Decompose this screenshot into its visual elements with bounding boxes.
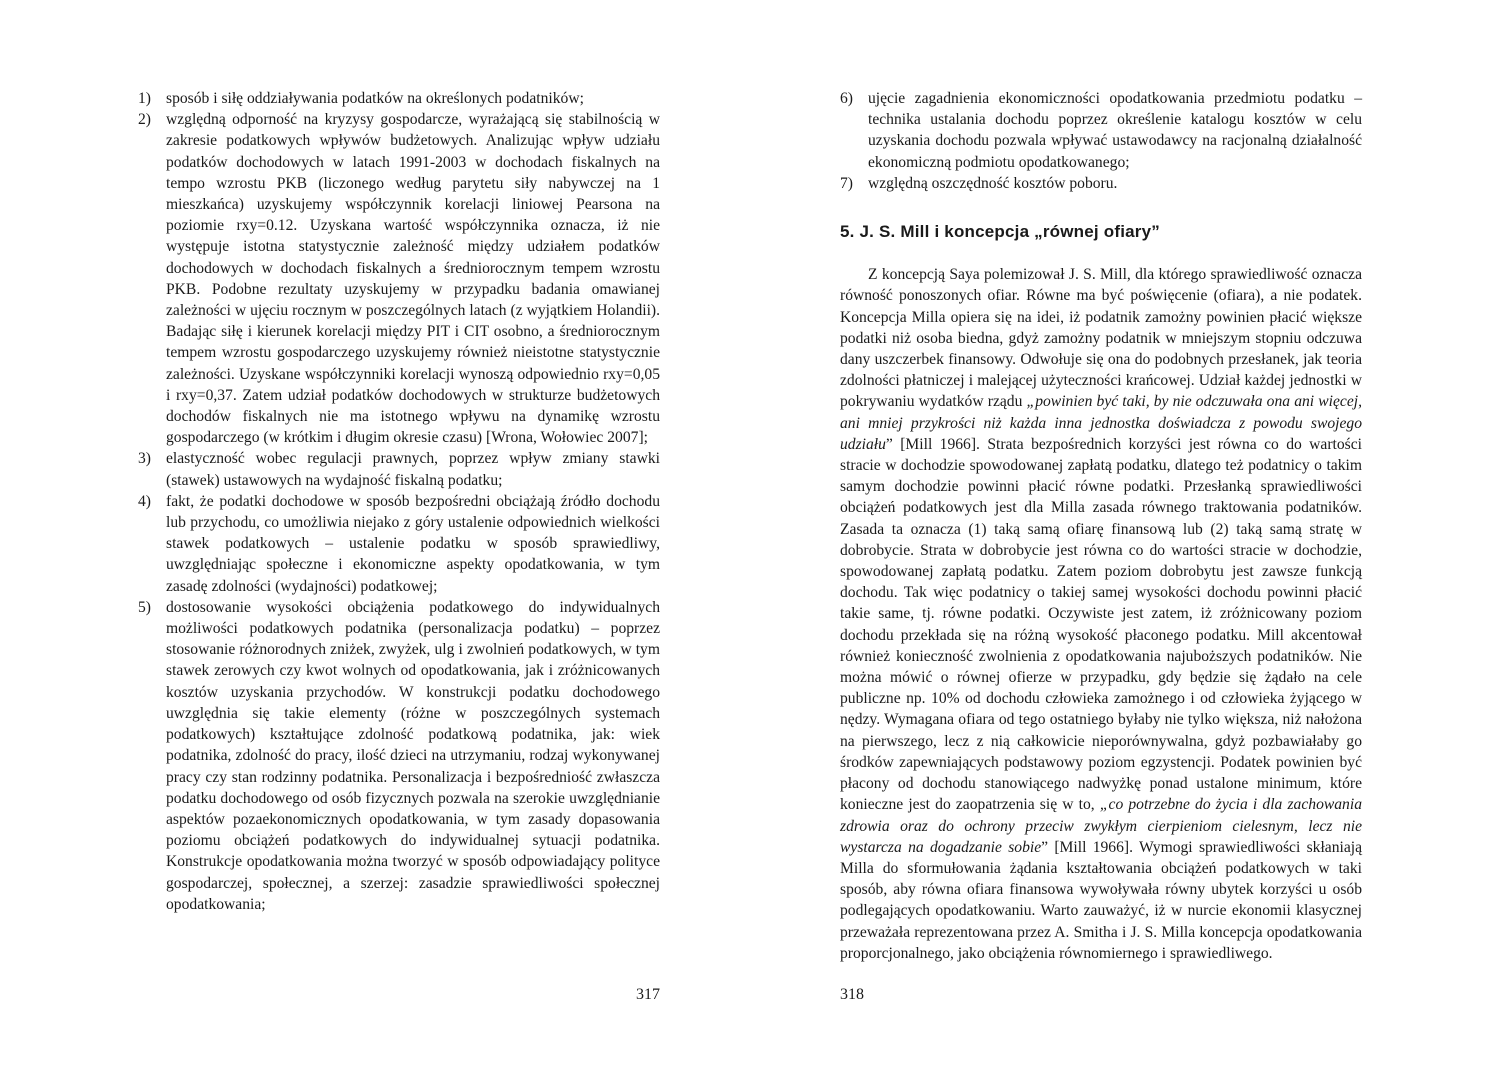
list-item-number: 4) [138, 492, 151, 510]
right-page-list [840, 88, 1362, 194]
list-item-number: 3) [138, 450, 151, 468]
list-item [138, 448, 660, 490]
right-page [840, 88, 1362, 964]
paragraph-text: Z koncepcją Saya polemizował J. S. Mill, dla którego sprawiedliwość oznacza równość ponoszonych ofiar. Równe ma być poświęcenie (ofiara), a nie podatek. Koncepcja Milla opiera się na idei, iż podatnik zamożny powinien płacić większe podatki niż osoba biedna, gdyż zamożny podatnik w mniejszym stopniu odczuwa dany uszczerbek finansowy. Odwołuje się ona do podobnych przesłanek, jak teoria zdolności płatniczej i malejącej użyteczności krańcowej. Udział każdej jednostki w pokrywaniu wydatków rządu [840, 266, 1362, 411]
list-item-text: elastyczność wobec regulacji prawnych, poprzez wpływ zmiany stawki (stawek) ustawowych na wydajność fiskalną podatku; [166, 450, 660, 489]
list-item-text: fakt, że podatki dochodowe w sposób bezpośredni obciążają źródło dochodu lub przychodu, co umożliwia niejako z góry ustalenie odpowiednich wielkości stawek podatkowych – ustalenie podatku w sposób sprawiedliwy, uwzględniając społeczne i ekonomiczne aspekty opodatkowania, w tym zasadę zdolności (wydajności) podatkowej; [166, 492, 660, 595]
list-item-number: 1) [138, 90, 151, 107]
list-item-number: 7) [840, 174, 853, 192]
left-page [138, 88, 660, 915]
page-number-left: 317 [636, 986, 660, 1003]
section-heading: 5. J. S. Mill i koncepcja „równej ofiary” [840, 222, 1160, 242]
list-item-text: dostosowanie wysokości obciążenia podatkowego do indywidualnych możliwości podatkowych podatnika (personalizacja podatku) – poprzez stosowanie różnorodnych zniżek, zwyżek, ulg i zwolnień podatkowych, w tym stawek zerowych czy kwot wolnych od opodatkowania, jak i zróżnicowanych kosztów uzyskania przychodów. W konstrukcji podatku dochodowego uwzględnia się takie elementy (różne w poszczególnych systemach podatkowych) kształtujące zdolność podatkową podatnika, jak: wiek podatnika, zdolność do pracy, ilość dzieci na utrzymaniu, rodzaj wykonywanej pracy czy stan rodzinny podatnika. Personalizacja i bezpośredniość zwłaszcza podatku dochodowego od osób fizycznych pozwala na szerokie uwzględnianie aspektów pozaekonomicznych opodatkowania, w tym zasady dopasowania poziomu obciążeń podatkowych do indywidualnej sytuacji podatnika. Konstrukcje opodatkowania można tworzyć w sposób odpowiadający polityce gospodarczej, społecznej, a szerzej: zasadzie sprawiedliwości społecznej opodatkowania; [166, 598, 660, 913]
list-item-text: ujęcie zagadnienia ekonomiczności opodatkowania przedmiotu podatku – technika ustalania dochodu poprzez określenie katalogu kosztów w celu uzyskania dochodu pozwala wpływać ustawodawcy na racjonalną działalność ekonomiczną podmiotu opodatkowanego; [868, 90, 1362, 171]
mill-quote-1: „powinien być taki, by nie odczuwała ona ani więcej, ani mniej przykrości niż każda inna jednostka doświadcza z powodu swojego udziału [840, 393, 1362, 453]
paragraph-text: ” [Mill 1966]. Wymogi sprawiedliwości skłaniają Milla do sformułowania żądania kształtowania obciążeń podatkowych w taki sposób, aby równa ofiara finansowa wywoływała równy ubytek korzyści u osób podlegających opodatkowaniu. Warto zauważyć, iż w nurcie ekonomii klasycznej przeważała reprezentowana przez A. Smitha i J. S. Milla koncepcja opodatkowania proporcjonalnego, jako obciążenia równomiernego i sprawiedliwego. [840, 838, 1363, 962]
left-page-list [138, 88, 660, 915]
page-number-right: 318 [840, 986, 864, 1003]
list-item-text: względną oszczędność kosztów poboru. [868, 174, 1118, 192]
mill-quote-2: „co potrzebne do życia i dla zachowania zdrowia oraz do ochrony przeciw zwykłym cierpieniom cielesnym, lecz nie wystarcza na dogadzanie sobie [840, 796, 1362, 856]
list-item [138, 109, 660, 448]
list-item [138, 491, 660, 597]
list-item-number: 5) [138, 598, 151, 616]
list-item [138, 597, 660, 915]
list-item-text: sposób i siłę oddziaływania podatków na określonych podatników; [166, 90, 584, 107]
list-item-number: 2) [138, 111, 151, 129]
body-paragraph [840, 264, 1362, 964]
list-item-text: względną odporność na kryzysy gospodarcze, wyrażającą się stabilnością w zakresie podatkowych wpływów budżetowych. Analizując wpływ udziału podatków dochodowych w latach 1991-2003 w dochodach fiskalnych na tempo wzrostu PKB (liczonego według parytetu siły nabywczej na 1 mieszkańca) uzyskujemy współczynnik korelacji liniowej Pearsona na poziomie rxy=0.12. Uzyskana wartość współczynnika oznacza, iż nie występuje istotna statystycznie zależność między udziałem podatków dochodowych w dochodach fiskalnych a średniorocznym tempem wzrostu PKB. Podobne rezultaty uzyskujemy w przypadku badania omawianej zależności w ujęciu rocznym w poszczególnych latach (z wyjątkiem Holandii). Badając siłę i kierunek korelacji między PIT i CIT osobno, a średniorocznym tempem wzrostu gospodarczego uzyskujemy również nieistotne statystycznie zależności. Uzyskane współczynniki korelacji wynoszą odpowiednio rxy=0,05 i rxy=0,37. Zatem udział podatków dochodowych w strukturze budżetowych dochodów fiskalnych nie ma istotnego wpływu na dynamikę wzrostu gospodarczego (w krótkim i długim okresie czasu) [Wrona, Wołowiec 2007]; [166, 111, 660, 447]
list-item-number: 6) [840, 90, 853, 107]
list-item [840, 88, 1362, 173]
list-item [138, 88, 660, 109]
list-item [840, 173, 1362, 194]
paragraph-text: ” [Mill 1966]. Strata bezpośrednich korzyści jest równa co do wartości stracie w dochodzie spowodowanej zapłatą podatku, dlatego też podatnicy o takim samym dochodzie powinni płacić równe podatki. Przesłanką sprawiedliwości obciążeń podatkowych jest dla Milla zasada równego traktowania podatników. Zasada ta oznacza (1) taką samą ofiarę finansową lub (2) taką samą stratę w dobrobycie. Strata w dobrobycie jest równa co do wartości stracie w dochodzie, spowodowanej zapłatą podatku. Zatem poziom dobrobytu jest zawsze funkcją dochodu. Tak więc podatnicy o takiej samej wysokości dochodu powinni płacić takie same, tj. równe podatki. Oczywiste jest zatem, iż zróżnicowany poziom dochodu przekłada się na różną wysokość płaconego podatku. Mill akcentował również konieczność zwolnienia z opodatkowania najuboższych podatników. Nie można mówić o równej ofierze w przypadku, gdy będzie się żądało na cele publiczne np. 10% od dochodu człowieka zamożnego i od człowieka żyjącego w nędzy. Wymagana ofiara od tego ostatniego byłaby nie tylko większa, niż nałożona na pierwszego, lecz z nią całkowicie nieporównywalna, gdyż pozbawiałaby go środków zapewniających podstawowy poziom egzystencji. Podatek powinien być płacony od dochodu stanowiącego nadwyżkę ponad ustalone minimum, które konieczne jest do zaopatrzenia się w to, [840, 435, 1362, 814]
